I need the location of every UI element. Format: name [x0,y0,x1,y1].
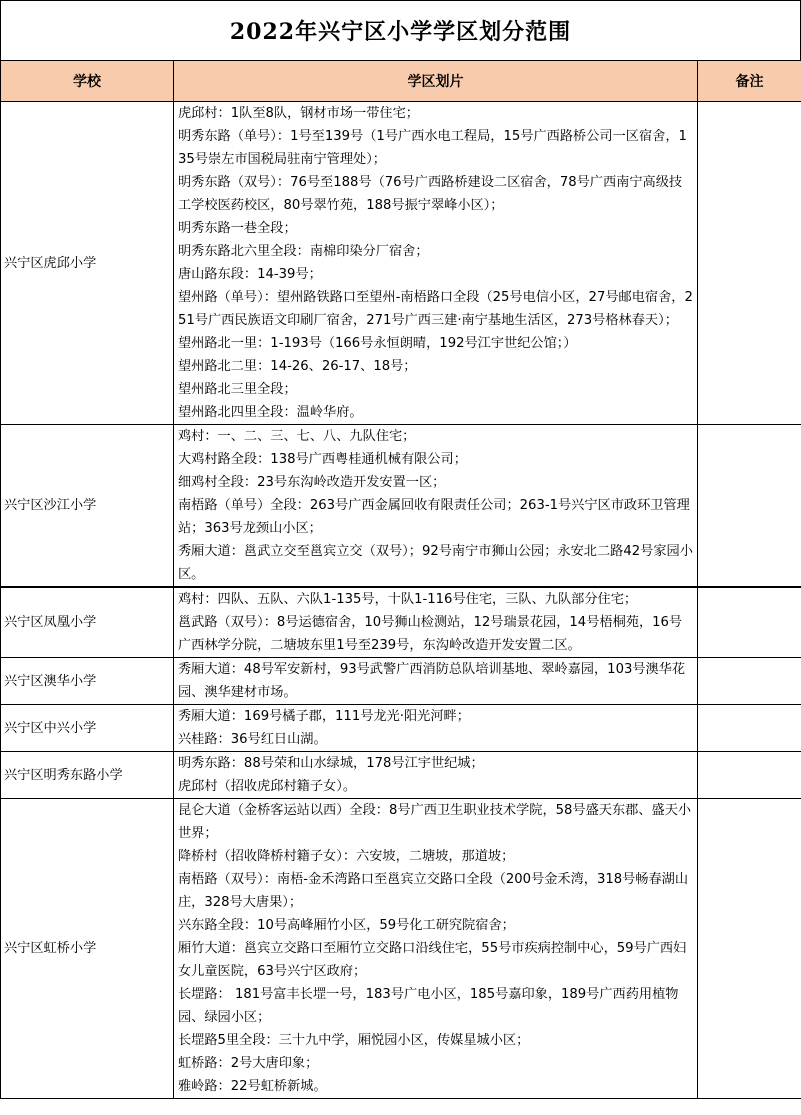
area-line: 兴桂路：36号红日山湖。 [178,732,327,747]
area-line: 虹桥路：2号大唐印象； [178,1056,319,1071]
area-line: 秀厢大道：邕武立交至邕宾立交（双号）；92号南宁市狮山公园；永安北二路42号家园小区。 [178,544,693,582]
area-line: 长堽路5里全段：三十九中学，厢悦园小区，传媒星城小区； [178,1033,530,1048]
table-row [1,102,801,425]
area-line: 兴东路全段：10号高峰厢竹小区，59号化工研究院宿舍； [178,918,515,933]
table-row [1,799,801,1099]
area-line: 长堽路： 181号富丰长堽一号，183号广电小区，185号嘉印象，189号广西药用植物园、绿园小区； [178,987,679,1025]
area-line: 鸡村：四队、五队、六队1-135号，十队1-116号住宅，三队、九队部分住宅； [178,592,638,607]
area-line: 明秀东路北六里全段：南棉印染分厂宿舍； [178,244,429,259]
area-line: 南梧路（双号）：南梧-金禾湾路口至邕宾立交路口全段（200号金禾湾，318号畅春湖山庄，328号大唐果）； [178,872,689,910]
area-line: 细鸡村全段：23号东沟岭改造开发安置一区； [178,475,446,490]
area-line: 虎邱村（招收虎邱村籍子女）。 [178,779,357,794]
area-line: 明秀东路：88号荣和山水绿城，178号江宇世纪城； [178,756,484,771]
area-line: 明秀东路一巷全段； [178,221,297,236]
area-line: 望州路（单号）：望州路铁路口至望州-南梧路口全段（25号电信小区，27号邮电宿舍，251号广西民族语文印刷厂宿舍，271号广西三建·南宁基地生活区，273号格林春天）； [178,290,693,328]
header-row [1,61,801,102]
district-area-cell[interactable] [174,799,698,1099]
sheet-title: 2022年兴宁区小学学区划分范围 [0,0,801,60]
district-area-cell[interactable] [174,752,698,799]
district-area-cell[interactable] [174,102,698,425]
school-cell[interactable]: 兴宁区凤凰小学 [1,587,174,658]
school-cell[interactable]: 兴宁区沙江小学 [1,425,174,588]
area-line: 秀厢大道：169号橘子郡，111号龙光·阳光河畔； [178,709,470,724]
area-line: 秀厢大道：48号军安新村，93号武警广西消防总队培训基地、翠岭嘉园，103号澳华花园、澳华建材市场。 [178,662,686,700]
area-line: 望州路北二里：14-26、26-17、18号； [178,359,417,374]
header-school: 学校 [1,61,174,102]
area-line: 降桥村（招收降桥村籍子女）：六安坡，二塘坡，那道坡； [178,849,515,864]
district-area-cell[interactable] [174,587,698,658]
table-row [1,658,801,705]
area-line: 厢竹大道：邕宾立交路口至厢竹立交路口沿线住宅，55号市疾病控制中心，59号广西妇女儿童医院，63号兴宁区政府； [178,941,687,979]
table-row [1,587,801,658]
school-cell[interactable]: 兴宁区明秀东路小学 [1,752,174,799]
header-area: 学区划片 [174,61,698,102]
area-line: 大鸡村路全段：138号广西粤桂通机械有限公司； [178,452,467,467]
area-line: 望州路北一里：1-193号（166号永恒朗晴，192号江宇世纪公馆；） [178,336,577,351]
note-cell[interactable] [698,799,801,1099]
area-line: 南梧路（单号）全段：263号广西金属回收有限责任公司；263-1号兴宁区市政环卫管理站；363号龙颈山小区； [178,498,690,536]
school-cell[interactable]: 兴宁区中兴小学 [1,705,174,752]
area-line: 雅岭路：22号虹桥新城。 [178,1079,327,1094]
note-cell[interactable] [698,102,801,425]
district-area-cell[interactable] [174,658,698,705]
area-line: 鸡村：一、二、三、七、八、九队住宅； [178,429,416,444]
area-line: 虎邱村：1队至8队，钢材市场一带住宅； [178,106,419,121]
note-cell[interactable] [698,752,801,799]
area-line: 昆仑大道（金桥客运站以西）全段：8号广西卫生职业技术学院，58号盛天东郡、盛天小世界； [178,803,692,841]
area-line: 明秀东路（双号）：76号至188号（76号广西路桥建设二区宿舍，78号广西南宁高级技工学校医药校区，80号翠竹苑，188号振宁翠峰小区）； [178,175,683,213]
table-row [1,752,801,799]
note-cell[interactable] [698,658,801,705]
school-district-table [0,60,801,1099]
note-cell[interactable] [698,587,801,658]
district-area-cell[interactable] [174,425,698,588]
district-area-cell[interactable] [174,705,698,752]
note-cell[interactable] [698,425,801,588]
table-row [1,705,801,752]
area-line: 望州路北三里全段； [178,382,297,397]
school-cell[interactable]: 兴宁区虎邱小学 [1,102,174,425]
school-cell[interactable]: 兴宁区虹桥小学 [1,799,174,1099]
area-line: 望州路北四里全段：温岭华府。 [178,405,363,420]
note-cell[interactable] [698,705,801,752]
header-note: 备注 [698,61,801,102]
table-row [1,425,801,588]
area-line: 明秀东路（单号）：1号至139号（1号广西水电工程局，15号广西路桥公司一区宿舍，135号崇左市国税局驻南宁管理处）； [178,129,687,167]
school-cell[interactable]: 兴宁区澳华小学 [1,658,174,705]
area-line: 唐山路东段：14-39号； [178,267,322,282]
area-line: 邕武路（双号）：8号运德宿舍，10号狮山检测站，12号瑞景花园，14号梧桐苑，16号广西林学分院，二塘坡东里1号至239号，东沟岭改造开发安置二区。 [178,615,683,653]
